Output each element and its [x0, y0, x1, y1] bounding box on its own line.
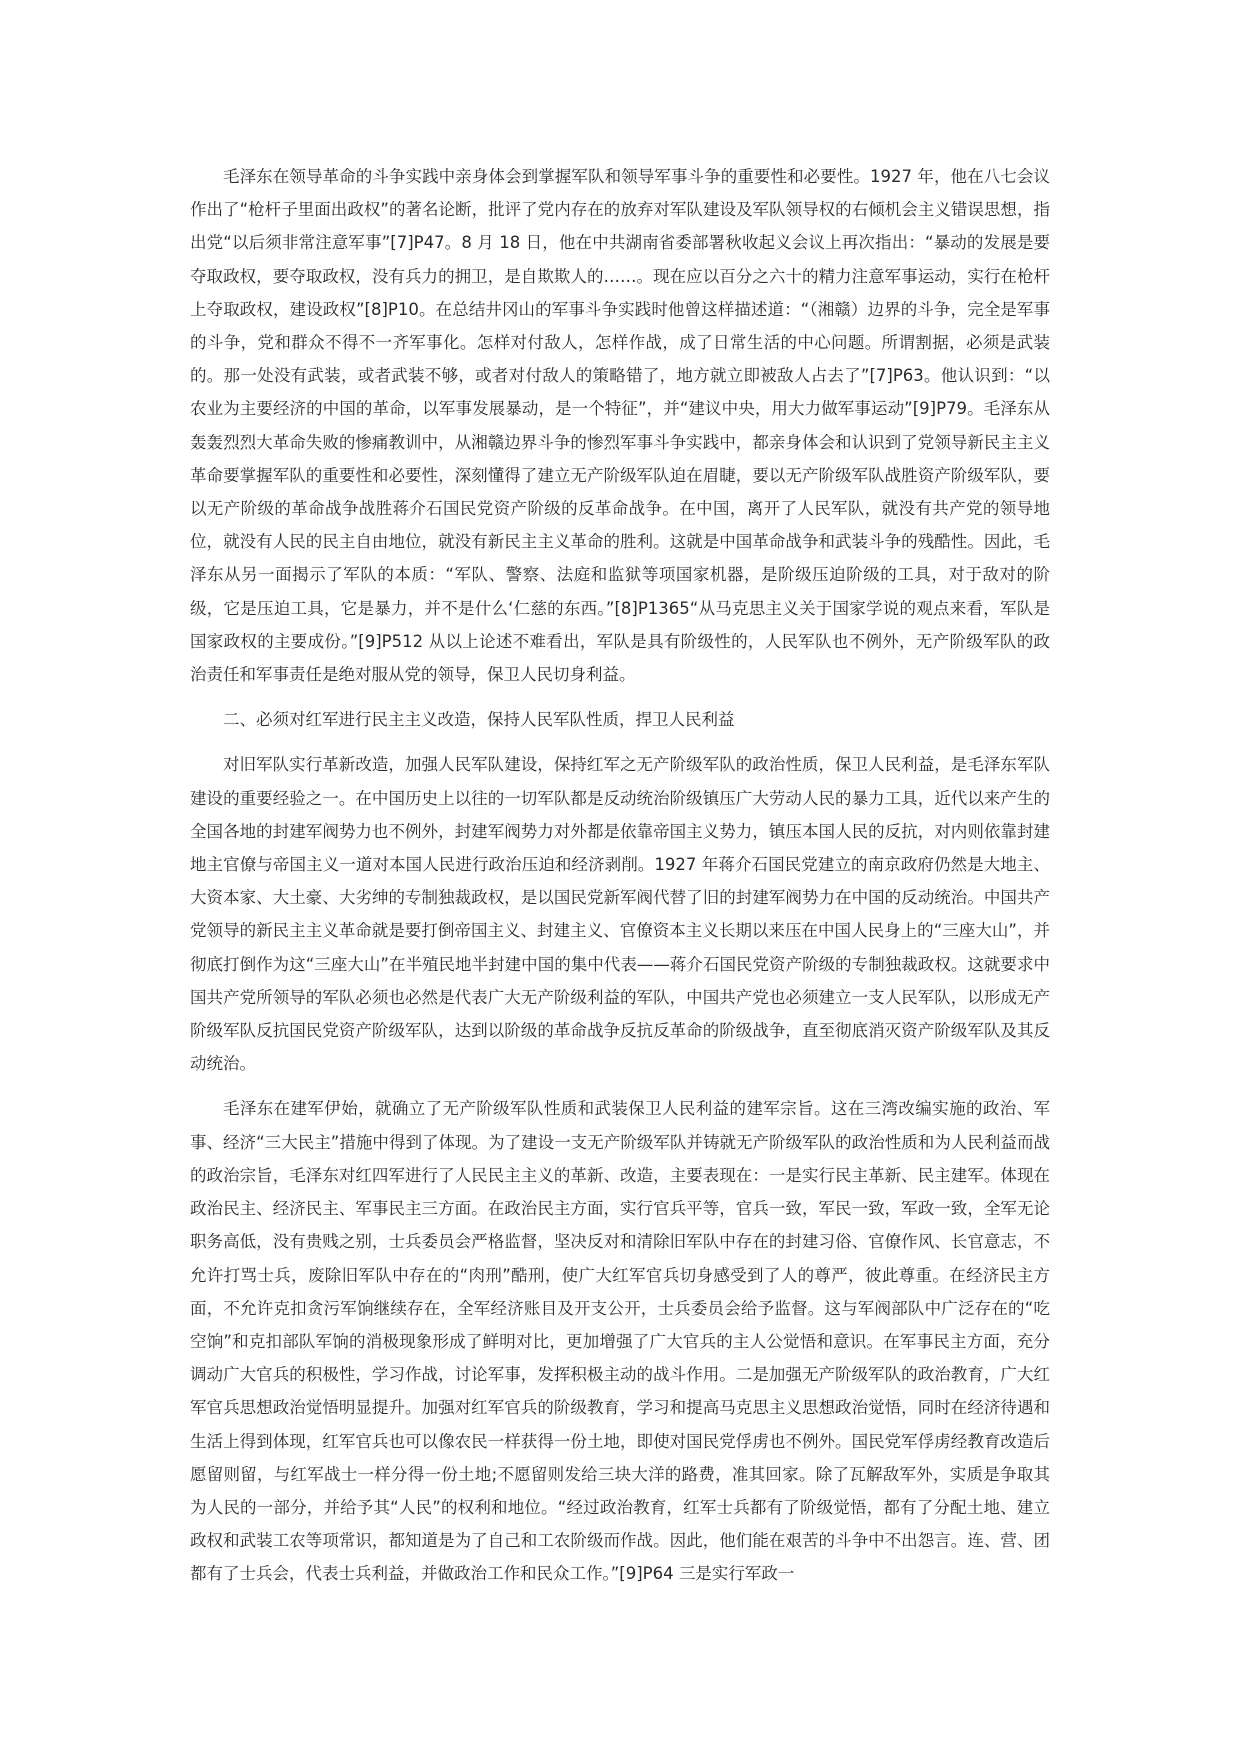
paragraph-3: 毛泽东在建军伊始，就确立了无产阶级军队性质和武装保卫人民利益的建军宗旨。这在三湾改编实施的政治、军事、经济“三大民主”措施中得到了体现。为了建设一支无产阶级军队并铸就无产阶级军队的政治性质和为人民利益而战的政治宗旨，毛泽东对红四军进行了人民民主主义的革新、改造，主要表现在：一是实行民主革新、民主建军。体现在政治民主、经济民主、军事民主三方面。在政治民主方面，实行官兵平等，官兵一致，军民一致，军政一致，全军无论职务高低，没有贵贱之别，士兵委员会严格监督，坚决反对和清除旧军队中存在的封建习俗、官僚作风、长官意志，不允许打骂士兵，废除旧军队中存在的“肉刑”酷刑，使广大红军官兵切身感受到了人的尊严，彼此尊重。在经济民主方面，不允许克扣贪污军饷继续存在，全军经济账目及开支公开，士兵委员会给予监督。这与军阀部队中广泛存在的“吃空饷”和克扣部队军饷的消极现象形成了鲜明对比，更加增强了广大官兵的主人公觉悟和意识。在军事民主方面，充分调动广大官兵的积极性，学习作战，讨论军事，发挥积极主动的战斗作用。二是加强无产阶级军队的政治教育，广大红军官兵思想政治觉悟明显提升。加强对红军官兵的阶级教育，学习和提高马克思主义思想政治觉悟，同时在经济待遇和生活上得到体现，红军官兵也可以像农民一样获得一份土地，即使对国民党俘虏也不例外。国民党军俘虏经教育改造后愿留则留，与红军战士一样分得一份土地;不愿留则发给三块大洋的路费，准其回家。除了瓦解敌军外，实质是争取其为人民的一部分，并给予其“人民”的权利和地位。“经过政治教育，红军士兵都有了阶级觉悟，都有了分配土地、建立政权和武装工农等项常识，都知道是为了自己和工农阶级而作战。因此，他们能在艰苦的斗争中不出怨言。连、营、团都有了士兵会，代表士兵利益，并做政治工作和民众工作。”[9]P64 三是实行军政一	[190, 1099, 1050, 1584]
section-heading-2: 二、必须对红军进行民主主义改造，保持人民军队性质，捍卫人民利益	[223, 710, 735, 730]
paragraph-1: 毛泽东在领导革命的斗争实践中亲身体会到掌握军队和领导军事斗争的重要性和必要性。1927 年，他在八七会议作出了“枪杆子里面出政权”的著名论断，批评了党内存在的放弃对军队建设及军队领导权的右倾机会主义错误思想，指出党“以后须非常注意军事”[7]P47。8 月 18 日，他在中共湖南省委部署秋收起义会议上再次指出：“暴动的发展是要夺取政权，要夺取政权，没有兵力的拥卫，是自欺欺人的……。现在应以百分之六十的精力注意军事运动，实行在枪杆上夺取政权，建设政权”[8]P10。在总结井冈山的军事斗争实践时他曾这样描述道：“（湘赣）边界的斗争，完全是军事的斗争，党和群众不得不一齐军事化。怎样对付敌人，怎样作战，成了日常生活的中心问题。所谓割据，必须是武装的。那一处没有武装，或者武装不够，或者对付敌人的策略错了，地方就立即被敌人占去了”[7]P63。他认识到：“以农业为主要经济的中国的革命，以军事发展暴动，是一个特征”，并“建议中央，用大力做军事运动”[9]P79。毛泽东从轰轰烈烈大革命失败的惨痛教训中，从湘赣边界斗争的惨烈军事斗争实践中，都亲身体会和认识到了党领导新民主主义革命要掌握军队的重要性和必要性，深刻懂得了建立无产阶级军队迫在眉睫，要以无产阶级军队战胜资产阶级军队，要以无产阶级的革命战争战胜蒋介石国民党资产阶级的反革命战争。在中国，离开了人民军队，就没有共产党的领导地位，就没有人民的民主自由地位，就没有新民主主义革命的胜利。这就是中国革命战争和武装斗争的残酷性。因此，毛泽东从另一面揭示了军队的本质：“军队、警察、法庭和监狱等项国家机器，是阶级压迫阶级的工具，对于敌对的阶级，它是压迫工具，它是暴力，并不是什么‘仁慈的东西。”[8]P1365“从马克思主义关于国家学说的观点来看，军队是国家政权的主要成份。”[9]P512 从以上论述不难看出，军队是具有阶级性的，人民军队也不例外，无产阶级军队的政治责任和军事责任是绝对服从党的领导，保卫人民切身利益。	[190, 167, 1050, 685]
document-page	[190, 160, 1050, 1591]
paragraph-2: 对旧军队实行革新改造，加强人民军队建设，保持红军之无产阶级军队的政治性质，保卫人民利益，是毛泽东军队建设的重要经验之一。在中国历史上以往的一切军队都是反动统治阶级镇压广大劳动人民的暴力工具，近代以来产生的全国各地的封建军阀势力也不例外，封建军阀势力对外都是依靠帝国主义势力，镇压本国人民的反抗，对内则依靠封建地主官僚与帝国主义一道对本国人民进行政治压迫和经济剥削。1927 年蒋介石国民党建立的南京政府仍然是大地主、大资本家、大土豪、大劣绅的专制独裁政权，是以国民党新军阀代替了旧的封建军阀势力在中国的反动统治。中国共产党领导的新民主主义革命就是要打倒帝国主义、封建主义、官僚资本主义长期以来压在中国人民身上的“三座大山”，并彻底打倒作为这“三座大山”在半殖民地半封建中国的集中代表——蒋介石国民党资产阶级的专制独裁政权。这就要求中国共产党所领导的军队必须也必然是代表广大无产阶级利益的军队，中国共产党也必须建立一支人民军队，以形成无产阶级军队反抗国民党资产阶级军队，达到以阶级的革命战争反抗反革命的阶级战争，直至彻底消灭资产阶级军队及其反动统治。	[190, 755, 1050, 1074]
